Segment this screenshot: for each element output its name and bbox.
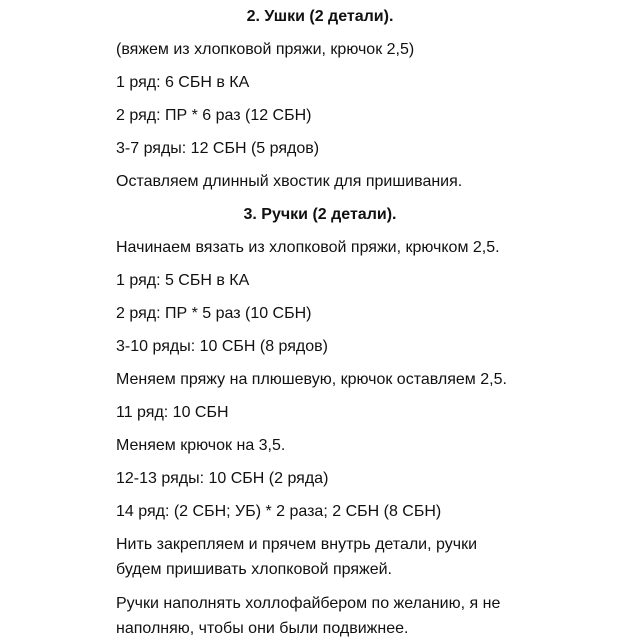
text-line: 3-7 ряды: 12 СБН (5 рядов) (116, 140, 320, 157)
text-line: Оставляем длинный хвостик для пришивания. (116, 173, 463, 190)
text-line: Нить закрепляем и прячем внутрь детали, ручки (116, 536, 477, 553)
text-line: 11 ряд: 10 СБН (116, 404, 229, 421)
section-title-ears: 2. Ушки (2 детали). (246, 8, 394, 25)
text-line: 2 ряд: ПР * 6 раз (12 СБН) (116, 107, 312, 124)
text-line: 1 ряд: 5 СБН в КА (116, 272, 250, 289)
text-line: 3-10 ряды: 10 СБН (8 рядов) (116, 338, 328, 355)
text-line: Меняем крючок на 3,5. (116, 437, 286, 454)
text-line: 2 ряд: ПР * 5 раз (10 СБН) (116, 305, 312, 322)
text-line: Ручки наполнять холлофайбером по желанию, я не (116, 595, 501, 612)
text-line: (вяжем из хлопковой пряжи, крючок 2,5) (116, 41, 415, 58)
text-line: 14 ряд: (2 СБН; УБ) * 2 раза; 2 СБН (8 СБН) (116, 503, 442, 520)
text-line: наполняю, чтобы они были подвижнее. (116, 620, 409, 637)
text-line: 1 ряд: 6 СБН в КА (116, 74, 250, 91)
section-title-arms: 3. Ручки (2 детали). (243, 206, 397, 223)
text-line: будем пришивать хлопковой пряжей. (116, 561, 392, 578)
text-line: Начинаем вязать из хлопковой пряжи, крючком 2,5. (116, 239, 500, 256)
text-line: 12-13 ряды: 10 СБН (2 ряда) (116, 470, 329, 487)
text-line: Меняем пряжу на плюшевую, крючок оставляем 2,5. (116, 371, 507, 388)
